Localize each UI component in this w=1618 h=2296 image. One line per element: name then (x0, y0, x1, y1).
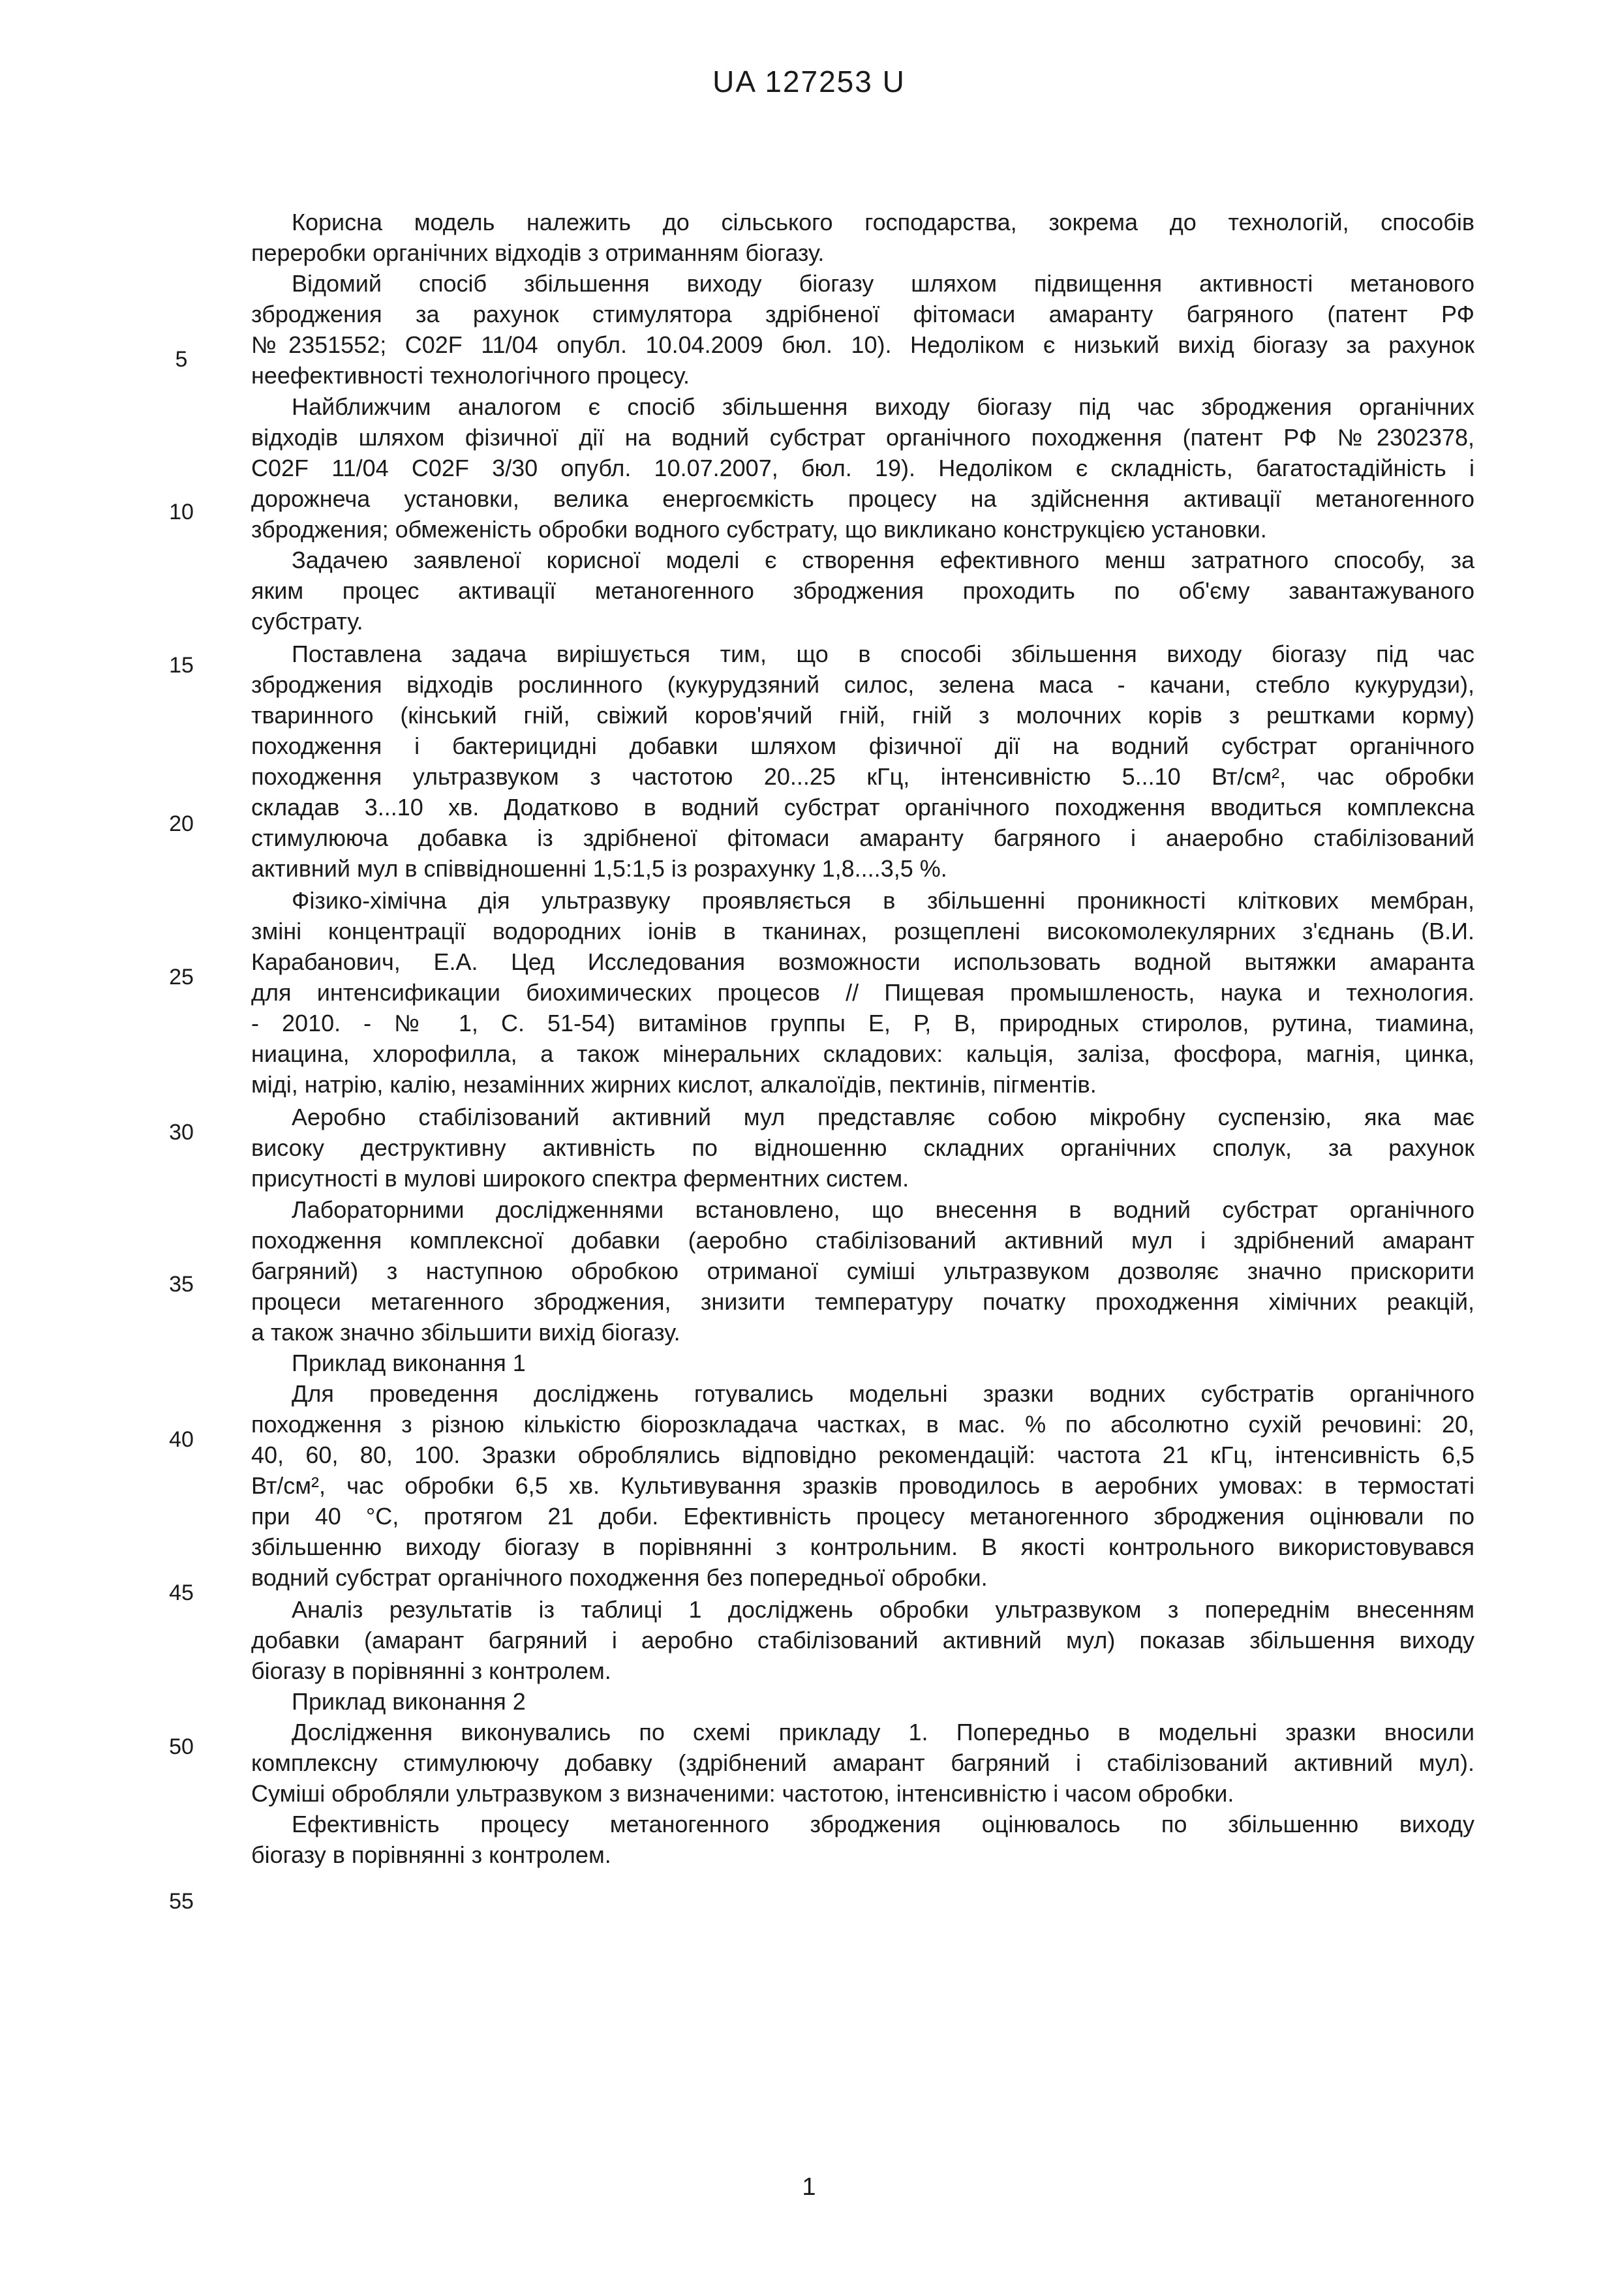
text-line: біогазу в порівнянні з контролем. (251, 1657, 611, 1684)
text-line: комплексну стимулюючу добавку (здрібнений амарант багряний і стабілізований активний мул). (251, 1749, 1474, 1776)
text-line: Поставлена задача вирішується тим, що в способі збільшення виходу біогазу під час (292, 641, 1474, 667)
text-line: Найближчим аналогом є спосіб збільшення виходу біогазу під час зброджения органічних (292, 393, 1474, 420)
text-line: неефективності технологічного процесу. (251, 362, 690, 389)
text-line: переробки органічних відходів з отриманням біогазу. (251, 239, 825, 266)
text-line: збільшенню виходу біогазу в порівнянні з контрольним. В якості контрольного використовувався (251, 1533, 1474, 1560)
text-line: походження ультразвуком з частотою 20...25 кГц, інтенсивністю 5...10 Вт/см², час обробки (251, 763, 1474, 790)
text-line: Корисна модель належить до сільського господарства, зокрема до технологій, способів (292, 209, 1474, 235)
text-line: Для проведення досліджень готувались модельні зразки водних субстратів органічного (292, 1380, 1474, 1407)
text-line: тваринного (кінський гній, свіжий коров'ячий гній, гній з молочних корів з рештками корму) (251, 702, 1474, 729)
text-line: присутності в мулові широкого спектра ферментних систем. (251, 1165, 909, 1192)
text-line: Дослідження виконувались по схемі прикладу 1. Попередньо в модельні зразки вносили (292, 1719, 1474, 1745)
text-line: активний мул в співвідношенні 1,5:1,5 із розрахунку 1,8....3,5 %. (251, 855, 947, 882)
page-number: 1 (802, 2173, 816, 2201)
line-number: 35 (169, 1272, 194, 1297)
text-line: Карабанович, Е.А. Цед Исследования возможности использовать водной вытяжки амаранта (251, 948, 1474, 975)
text-line: при 40 °С, протягом 21 доби. Ефективність процесу метаногенного зброджения оцінювали по (251, 1503, 1474, 1530)
text-line: а також значно збільшити вихід біогазу. (251, 1319, 680, 1346)
text-line: походження з різною кількістю біорозкладача частках, в мас. % по абсолютно сухій речовині: 20, (251, 1411, 1474, 1438)
line-number: 25 (169, 965, 194, 989)
text-line: міді, натрію, калію, незамінних жирних кислот, алкалоїдів, пектинів, пігментів. (251, 1071, 1097, 1098)
line-number: 40 (169, 1427, 194, 1452)
text-line: Приклад виконання 1 (292, 1350, 526, 1376)
line-number: 20 (169, 811, 194, 836)
text-line: водний субстрат органічного походження без попередньої обробки. (251, 1564, 988, 1591)
text-line: високу деструктивну активність по відношенню складних органічних сполук, за рахунок (251, 1134, 1474, 1161)
line-number: 10 (169, 500, 194, 524)
text-line: зброджения за рахунок стимулятора здрібненої фітомаси амаранту багряного (патент РФ (251, 301, 1474, 327)
text-line: - 2010. - № 1, С. 51-54) витамінов группы Е, Р, В, природных стиролов, рутина, тиамина, (251, 1010, 1474, 1036)
text-line: стимулююча добавка із здрібненої фітомаси амаранту багряного і анаеробно стабілізований (251, 824, 1474, 851)
text-line: складав 3...10 хв. Додатково в водний субстрат органічного походження вводиться комплексна (251, 794, 1474, 821)
line-number: 15 (169, 653, 194, 678)
text-line: Аналіз результатів із таблиці 1 досліджень обробки ультразвуком з попереднім внесенням (292, 1596, 1474, 1623)
line-number: 30 (169, 1120, 194, 1145)
line-number: 55 (169, 1889, 194, 1914)
text-line: Фізико-хімічна дія ультразвуку проявляється в збільшенні проникності кліткових мембран, (292, 887, 1474, 914)
text-line: Вт/см², час обробки 6,5 хв. Культивування зразків проводилось в аеробних умовах: в термостаті (251, 1472, 1474, 1499)
line-number: 50 (169, 1734, 194, 1759)
text-line: Лабораторними дослідженнями встановлено, що внесення в водний субстрат органічного (292, 1196, 1474, 1223)
text-line: добавки (амарант багряний і аеробно стабілізований активний мул) показав збільшення виходу (251, 1627, 1474, 1654)
text-line: субстрату. (251, 608, 363, 635)
text-line: Приклад виконання 2 (292, 1688, 526, 1715)
text-line: дорожнеча установки, велика енергоємкість процесу на здійснення активації метаногенного (251, 485, 1474, 512)
text-line: походження комплексної добавки (аеробно стабілізований активний мул і здрібнений амарант (251, 1227, 1474, 1254)
text-line: для интенсификации биохимических процесов // Пищевая промышленость, наука и технология. (251, 979, 1474, 1006)
text-line: Аеробно стабілізований активний мул представляє собою мікробну суспензію, яка має (292, 1104, 1474, 1130)
text-line: біогазу в порівнянні з контролем. (251, 1841, 611, 1868)
text-line: процеси метагенного зброджения, знизити температуру початку проходження хімічних реакцій, (251, 1288, 1474, 1315)
text-line: відходів шляхом фізичної дії на водний субстрат органічного походження (патент РФ №2302378, (251, 424, 1474, 451)
text-line: C02F 11/04 C02F 3/30 опубл. 10.07.2007, бюл. 19). Недоліком є складність, багатостадійність і (251, 455, 1474, 481)
line-number: 5 (175, 347, 188, 372)
document-header: UA 127253 U (712, 65, 906, 98)
text-line: зміні концентрації водородних іонів в тканинах, розщеплені високомолекулярних з'єднань (В.И. (251, 918, 1474, 944)
text-line: яким процес активації метаногенного зброджения проходить по об'єму завантажуваного (251, 577, 1474, 604)
text-line: походження і бактерицидні добавки шляхом фізичної дії на водний субстрат органічного (251, 733, 1474, 759)
text-line: Суміші обробляли ультразвуком з визначеними: частотою, інтенсивністю і часом обробки. (251, 1780, 1234, 1807)
text-line: Задачею заявленої корисної моделі є створення ефективного менш затратного способу, за (292, 547, 1474, 573)
text-line: Ефективність процесу метаногенного зброджения оцінювалось по збільшенню виходу (292, 1811, 1474, 1837)
text-line: зброджения; обмеженість обробки водного субстрату, що викликано конструкцією установки. (251, 516, 1267, 543)
line-number: 45 (169, 1580, 194, 1605)
text-line: Відомий спосіб збільшення виходу біогазу шляхом підвищення активності метанового (292, 270, 1474, 297)
text-line: ниацина, хлорофилла, а також мінеральних складових: кальція, заліза, фосфора, магнія, цинка, (251, 1040, 1474, 1067)
text-line: 40, 60, 80, 100. Зразки оброблялись відповідно рекомендацій: частота 21 кГц, інтенсивність 6,5 (251, 1442, 1474, 1468)
text-line: зброджения відходів рослинного (кукурудзяний силос, зелена маса - качани, стебло кукурудзи), (251, 671, 1474, 698)
text-line: багряний) з наступною обробкою отриманої суміші ультразвуком дозволяє значно прискорити (251, 1258, 1474, 1284)
text-line: №2351552; C02F 11/04 опубл. 10.04.2009 бюл. 10). Недоліком є низький вихід біогазу за рахунок (251, 331, 1474, 358)
